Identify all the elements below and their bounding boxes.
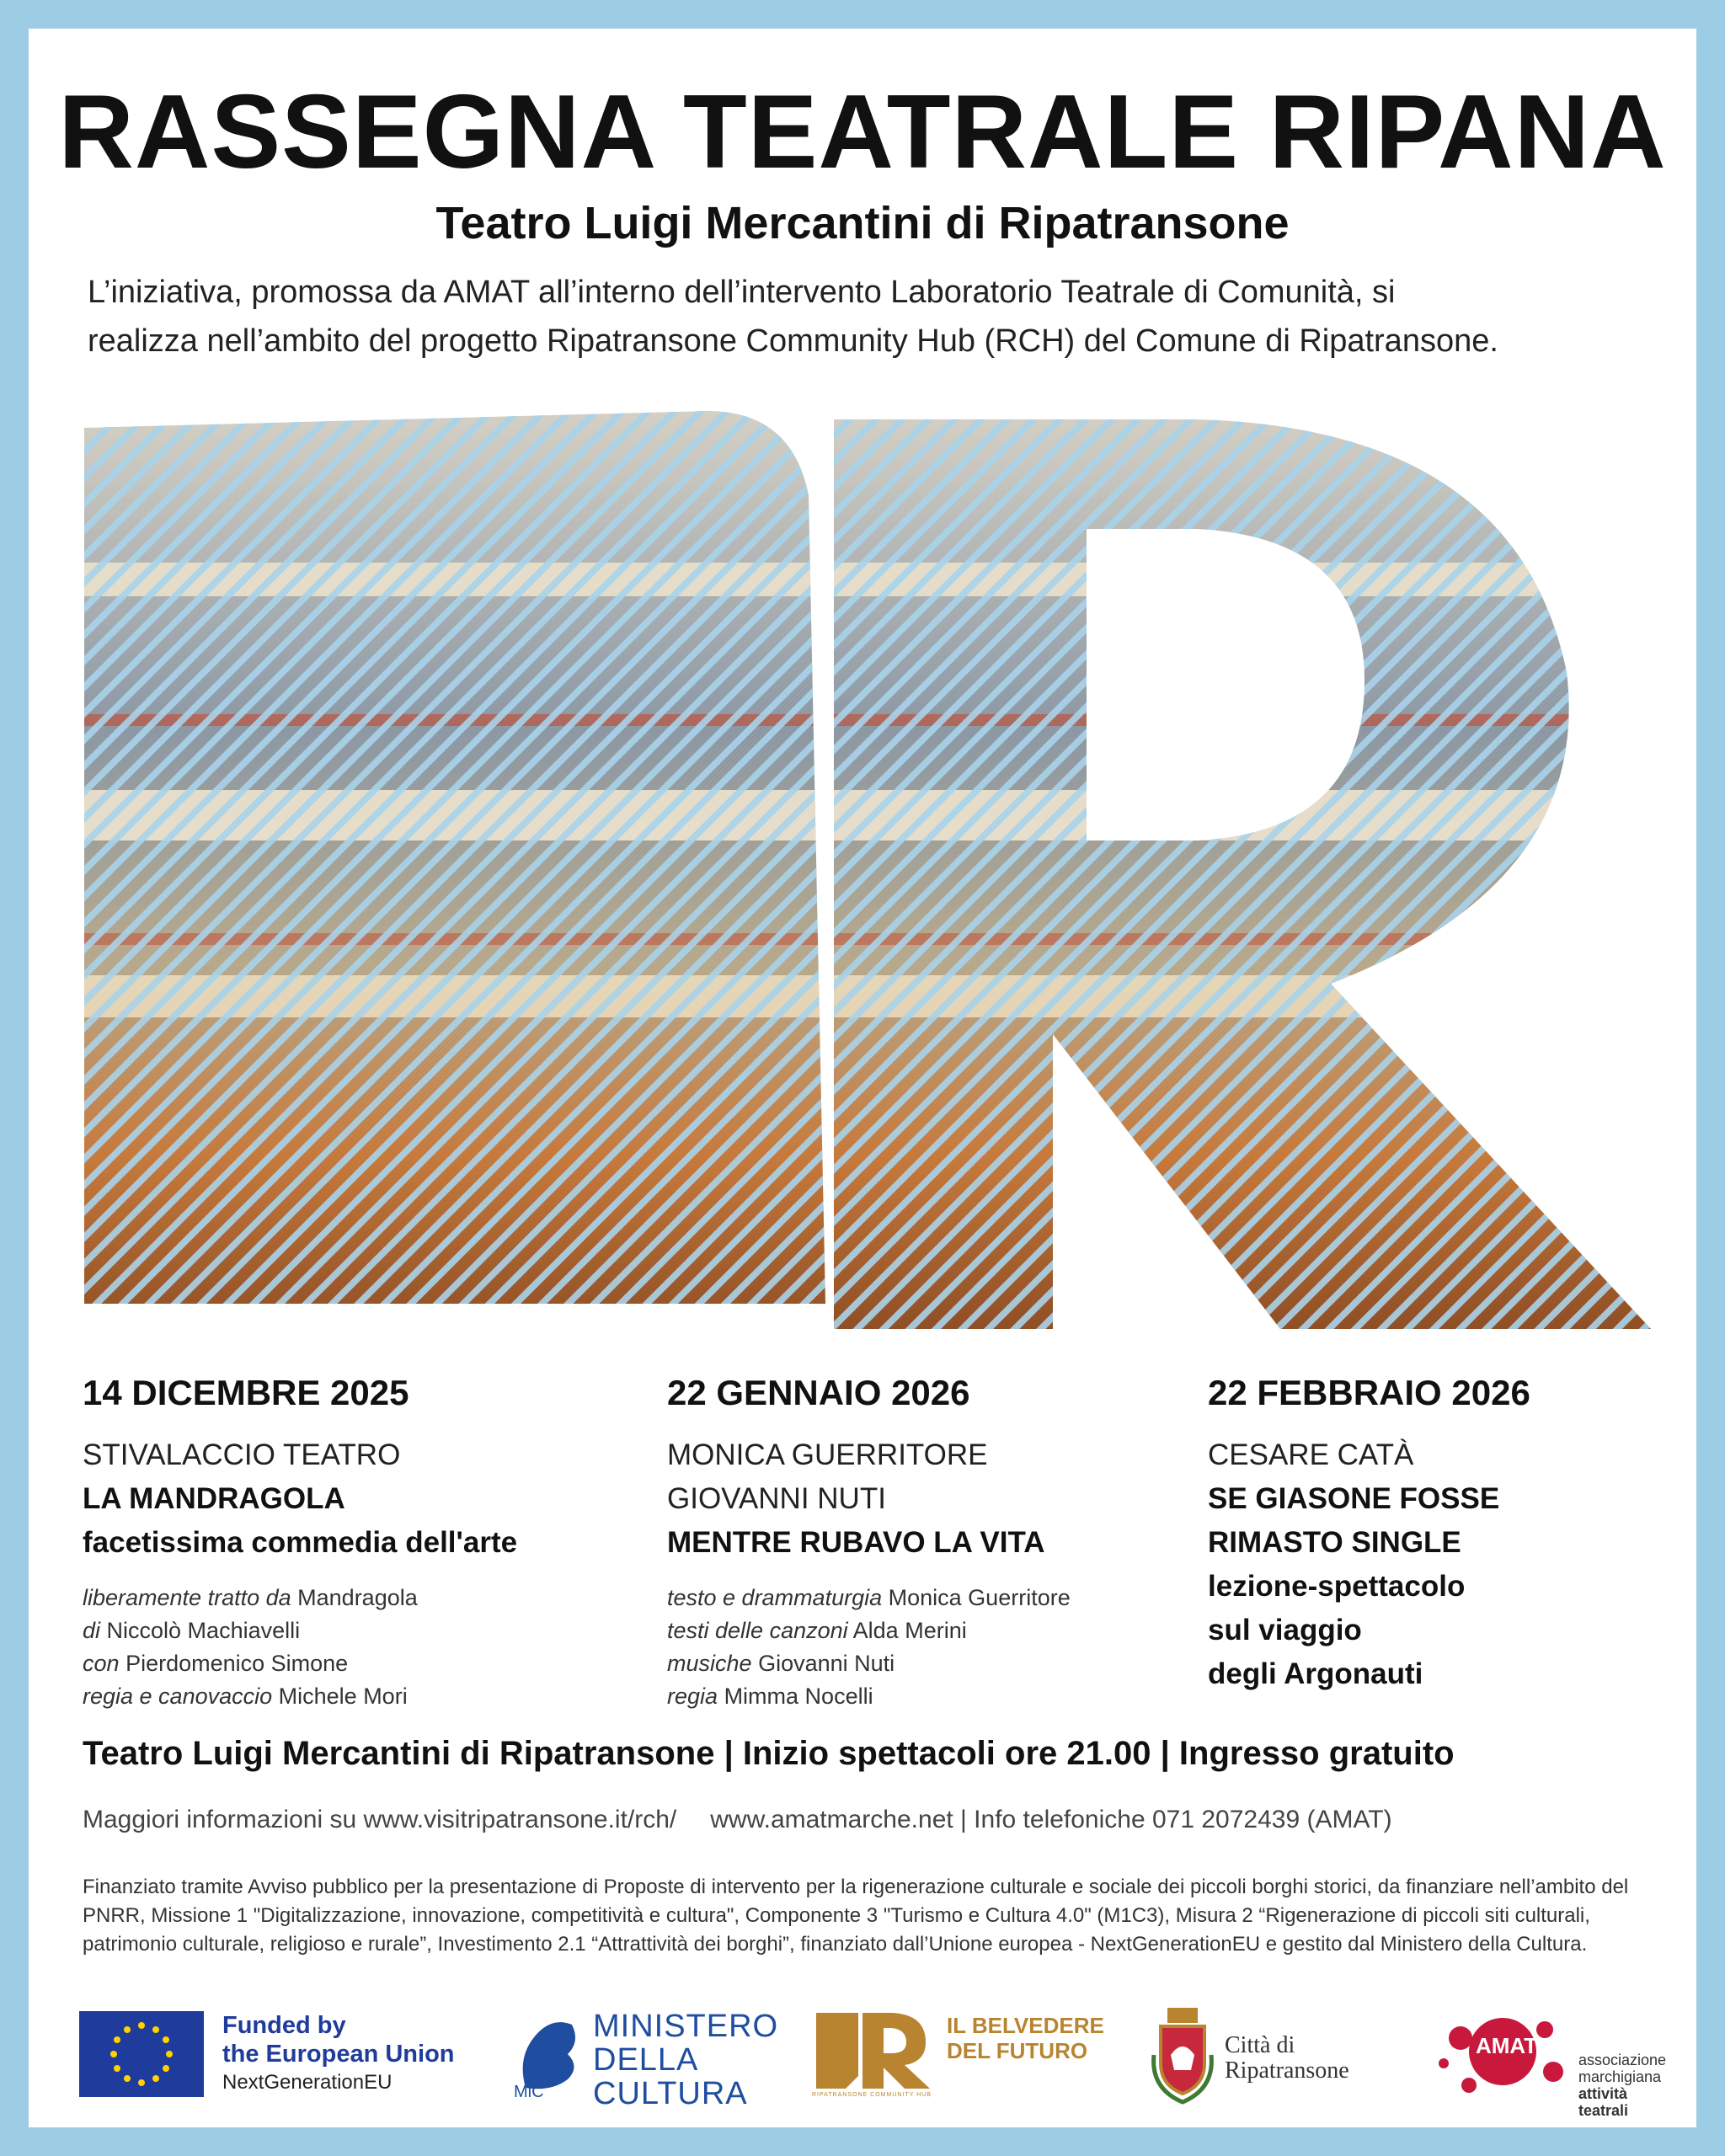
sponsor-logos bbox=[79, 2004, 1680, 2119]
mic-text: MINISTERO DELLA CULTURA bbox=[593, 2009, 779, 2111]
ripatransone-logo bbox=[1149, 2004, 1418, 2105]
event-show-sub-2: sul viaggio bbox=[1208, 1614, 1362, 1646]
eu-flag-icon bbox=[79, 2011, 204, 2097]
mic-logo-icon bbox=[509, 2008, 585, 2100]
credit-line: regia Mimma Nocelli bbox=[667, 1684, 873, 1709]
event-column-3 bbox=[1208, 1373, 1725, 1696]
poster-subtitle: Teatro Luigi Mercantini di Ripatransone bbox=[435, 198, 1290, 248]
credit-line: con Pierdomenico Simone bbox=[83, 1651, 349, 1676]
event-show-title: LA MANDRAGOLA bbox=[83, 1482, 345, 1515]
credit-line: testo e drammaturgia Monica Guerritore bbox=[667, 1585, 1071, 1610]
svg-text:MiC: MiC bbox=[514, 2083, 544, 2100]
credit-line: di Niccolò Machiavelli bbox=[83, 1618, 301, 1643]
funding-text: Finanziato tramite Avviso pubblico per la presentazione di Proposte di intervento per la rigenerazione culturale e sociale dei piccoli borghi storici, da finanziare nell’ambito del PNRR, Missione 1 "Digitalizzazione, innovazione, competitività e cultura", Componente 3 "Turismo e Cultura 4.0" (M1C3), Misura 2 “Rigenerazione di piccoli siti culturali, patrimonio culturale, religioso e rurale”, Investimento 2.1 “Attrattività dei borghi”, finanziato dall’Unione europea - NextGenerationEU e gestito dal Ministero della Cultura. bbox=[83, 1876, 1629, 1956]
event-column-2 bbox=[667, 1373, 1189, 1713]
credit-line: testi delle canzoni Alda Merini bbox=[667, 1618, 967, 1643]
event-company: STIVALACCIO TEATRO bbox=[83, 1438, 401, 1471]
event-column-1 bbox=[83, 1373, 605, 1713]
event-show-title: MENTRE RUBAVO LA VITA bbox=[667, 1526, 1045, 1559]
credit-line: musiche Giovanni Nuti bbox=[667, 1651, 895, 1676]
info-website[interactable]: Maggiori informazioni su www.visitripatransone.it/rch/ bbox=[83, 1806, 677, 1833]
ripatransone-text: Città di Ripatransone bbox=[1225, 2032, 1349, 2084]
venue-line: Teatro Luigi Mercantini di Ripatransone | Inizio spettacoli ore 21.00 | Ingresso gratuito bbox=[83, 1735, 1455, 1772]
svg-text:AMAT: AMAT bbox=[1476, 2033, 1538, 2058]
credit-line: regia e canovaccio Michele Mori bbox=[83, 1684, 408, 1709]
event-show-sub-1: lezione-spettacolo bbox=[1208, 1570, 1466, 1603]
info-contacts[interactable]: www.amatmarche.net | Info telefoniche 071 2072439 (AMAT) bbox=[710, 1806, 1392, 1833]
event-company-2: GIOVANNI NUTI bbox=[667, 1482, 886, 1515]
intro-text bbox=[88, 268, 1688, 366]
amat-text: associazione marchigiana attività teatrali bbox=[1578, 2052, 1667, 2119]
theatre-r-graphic bbox=[84, 394, 1685, 1346]
amat-splash-logo-icon bbox=[1427, 2004, 1578, 2105]
eu-logo bbox=[79, 2004, 475, 2105]
event-show-subtitle: facetissima commedia dell'arte bbox=[83, 1526, 518, 1559]
amat-logo bbox=[1427, 2004, 1680, 2119]
event-date: 22 FEBBRAIO 2026 bbox=[1208, 1373, 1530, 1412]
event-show-title-2: RIMASTO SINGLE bbox=[1208, 1526, 1461, 1559]
event-show-sub-3: degli Argonauti bbox=[1208, 1657, 1423, 1690]
poster bbox=[29, 29, 1696, 2127]
info-line bbox=[83, 1806, 1683, 1834]
event-date: 22 GENNAIO 2026 bbox=[667, 1373, 970, 1412]
intro-line-1: L’iniziativa, promossa da AMAT all’interno dell’intervento Laboratorio Teatrale di Comunità, si bbox=[88, 275, 1396, 310]
event-date: 14 DICEMBRE 2025 bbox=[83, 1373, 409, 1412]
mic-logo bbox=[509, 2004, 779, 2111]
intro-line-2: realizza nell’ambito del progetto Ripatransone Community Hub (RCH) del Comune di Ripatransone. bbox=[88, 323, 1498, 359]
belvedere-r-logo-icon bbox=[812, 2004, 938, 2097]
event-company: CESARE CATÀ bbox=[1208, 1438, 1414, 1471]
event-credits bbox=[83, 1582, 605, 1713]
belvedere-text: IL BELVEDERE DEL FUTURO bbox=[947, 2013, 1104, 2063]
belvedere-logo bbox=[812, 2004, 1115, 2105]
belvedere-caption: RIPATRANSONE COMMUNITY HUB bbox=[812, 2092, 932, 2098]
credit-line: liberamente tratto da Mandragola bbox=[83, 1585, 418, 1610]
event-show-title-1: SE GIASONE FOSSE bbox=[1208, 1482, 1500, 1515]
ripatransone-crest-icon bbox=[1149, 2004, 1216, 2105]
eu-text: Funded by the European Union NextGenerationEU bbox=[222, 2012, 455, 2094]
poster-title: RASSEGNA TEATRALE RIPANA bbox=[58, 74, 1667, 190]
event-credits bbox=[667, 1582, 1189, 1713]
event-company: MONICA GUERRITORE bbox=[667, 1438, 988, 1471]
